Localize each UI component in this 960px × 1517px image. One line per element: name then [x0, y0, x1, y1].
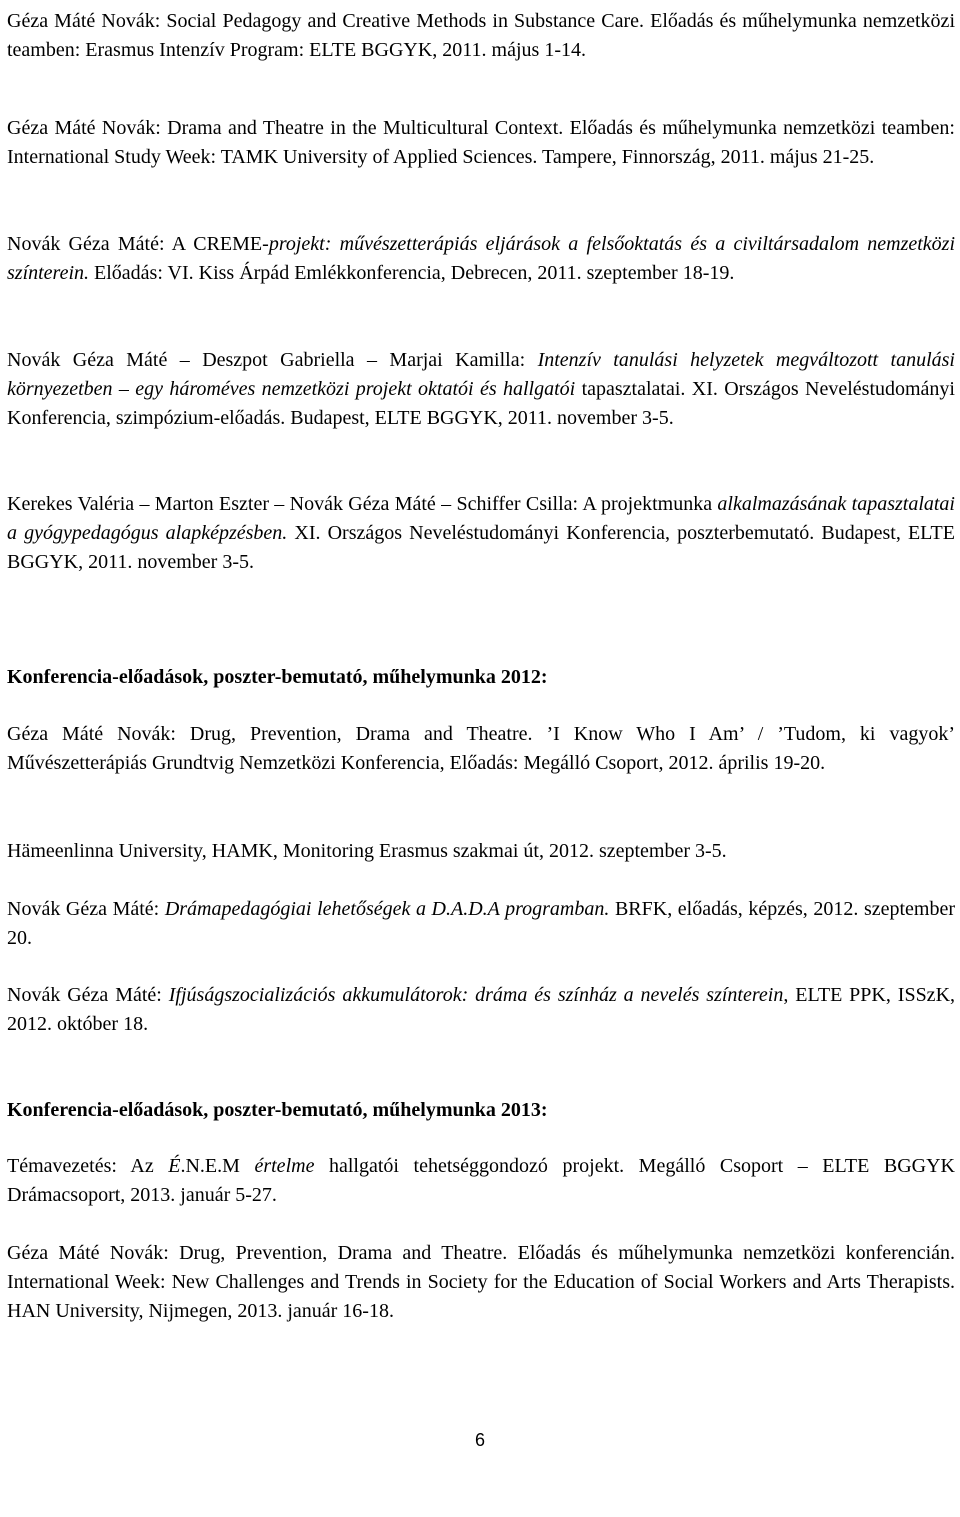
italic-text-segment: értelme — [254, 1155, 315, 1177]
text-segment: , ELTE PPK, ISSzK, 2012. október 18. — [7, 984, 956, 1035]
text-segment: Kerekes Valéria – Marton Eszter – Novák Géza Máté – Schiffer Csilla: A projektmunka — [7, 493, 718, 515]
entry-2011-2 — [7, 114, 955, 172]
entry-2012-2 — [7, 837, 955, 866]
text-segment: Géza Máté Novák: Social Pedagogy and Creative Methods in Substance Care. Előadás és műhelymunka nemzetközi teamben: Erasmus Intenzív Program: ELTE BGGYK, 2011. május 1-14. — [7, 10, 955, 61]
text-segment: Témavezetés: Az — [7, 1155, 169, 1177]
entry-2013-1 — [7, 1152, 955, 1210]
text-segment: Novák Géza Máté: — [7, 984, 169, 1006]
italic-text-segment: projekt: művészetterápiás eljárások a felsőoktatás és a civiltársadalom nemzetközi színterein. — [7, 233, 956, 284]
italic-text-segment: Drámapedagógiai lehetőségek a D.A.D.A programban. — [164, 898, 610, 920]
italic-text-segment: É — [168, 1155, 181, 1177]
text-segment: Hämeenlinna University, HAMK, Monitoring Erasmus szakmai út, 2012. szeptember 3-5. — [7, 840, 727, 862]
text-segment: Géza Máté Novák: Drama and Theatre in the Multicultural Context. Előadás és műhelymunka nemzetközi teamben: International Study Week: TAMK University of Applied Sciences. Tampere, Finnország, 2011. május 21-25. — [7, 117, 955, 168]
text-segment: Novák Géza Máté: A CREME- — [7, 233, 269, 255]
entry-2012-4 — [7, 981, 955, 1039]
entry-2012-1 — [7, 720, 955, 778]
section-heading-2012: Konferencia-előadások, poszter-bemutató, műhelymunka 2012: — [7, 666, 548, 688]
text-segment: .N.E.M — [180, 1155, 255, 1177]
text-segment: Előadás: VI. Kiss Árpád Emlékkonferencia, Debrecen, 2011. szeptember 18-19. — [89, 262, 735, 284]
entry-2011-3 — [7, 230, 955, 288]
text-segment: Géza Máté Novák: Drug, Prevention, Drama and Theatre. ’I Know Who I Am’ / ’Tudom, ki vagyok’ Művészetterápiás Grundtvig Nemzetközi Konferencia, Előadás: Megálló Csoport, 2012. április 19-20. — [7, 723, 955, 774]
entry-2012-3 — [7, 895, 955, 953]
section-heading-2013: Konferencia-előadások, poszter-bemutató, műhelymunka 2013: — [7, 1099, 548, 1121]
text-segment: hallgatói tehetséggondozó projekt. Megálló Csoport – ELTE BGGYK Drámacsoport, 2013. január 5-27. — [7, 1155, 955, 1206]
entry-2011-4 — [7, 346, 955, 433]
entry-2011-1 — [7, 7, 955, 65]
page-number: 6 — [474, 1430, 485, 1450]
entry-2011-5 — [7, 490, 955, 577]
text-segment: Novák Géza Máté: — [7, 898, 165, 920]
text-segment: BRFK, előadás, képzés, 2012. szeptember 20. — [7, 898, 956, 949]
text-segment: XI. Országos Neveléstudományi Konferencia, poszterbemutató. Budapest, ELTE BGGYK, 2011. november 3-5. — [7, 522, 955, 573]
italic-text-segment: Ifjúságszocializációs akkumulátorok: dráma és színház a nevelés színterein — [168, 984, 784, 1006]
italic-text-segment: Intenzív tanulási helyzetek megváltozott tanulási környezetben – egy hároméves nemzetközi projekt oktatói és hallgatói — [7, 349, 955, 400]
text-segment: Novák Géza Máté – Deszpot Gabriella – Marjai Kamilla: — [7, 349, 538, 371]
text-segment: tapasztalatai. XI. Országos Neveléstudományi Konferencia, szimpózium-előadás. Budapest, ELTE BGGYK, 2011. november 3-5. — [7, 378, 955, 429]
text-segment: Géza Máté Novák: Drug, Prevention, Drama and Theatre. Előadás és műhelymunka nemzetközi konferencián. International Week: New Challenges and Trends in Society for the Education of Social Workers and Arts Therapists. HAN University, Nijmegen, 2013. január 16-18. — [7, 1242, 955, 1322]
italic-text-segment: alkalmazásának tapasztalatai a gyógypedagógus alapképzésben. — [7, 493, 955, 544]
entry-2013-2 — [7, 1239, 955, 1326]
